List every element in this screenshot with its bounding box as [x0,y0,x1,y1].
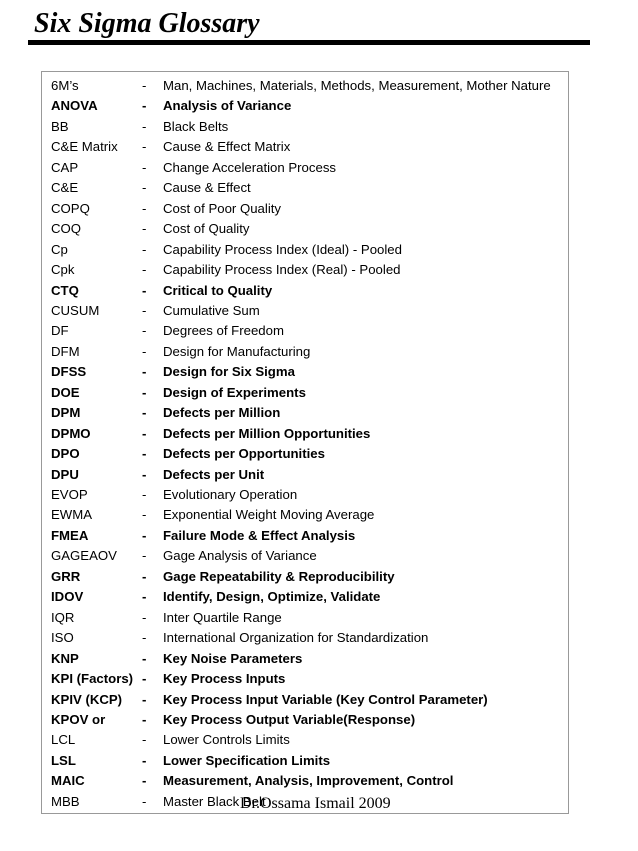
glossary-definition: Evolutionary Operation [163,487,298,502]
glossary-definition: Capability Process Index (Ideal) - Pooled [163,241,402,257]
glossary-separator: - [142,548,147,564]
glossary-separator: - [142,139,147,155]
glossary-separator: - [142,793,147,809]
glossary-separator: - [142,98,147,114]
glossary-abbreviation: DOE [51,384,80,400]
glossary-abbreviation: BB [51,118,69,134]
glossary-definition: Exponential Weight Moving Average [163,507,375,523]
glossary-separator: - [142,752,147,768]
glossary-definition: Defects per Unit [163,466,265,482]
glossary-abbreviation: ANOVA [51,98,98,114]
glossary-separator: - [142,159,147,175]
glossary-abbreviation: Cp [51,241,68,257]
glossary-abbreviation: EVOP [51,487,88,502]
glossary-abbreviation: IDOV [51,589,84,605]
glossary-definition: Identify, Design, Optimize, Validate [163,589,381,605]
glossary-abbreviation: ISO [51,630,74,646]
glossary-definition: Inter Quartile Range [163,609,282,625]
glossary-separator: - [142,221,147,237]
glossary-separator: - [142,773,147,789]
glossary-definition: Cause & Effect Matrix [163,139,291,155]
glossary-separator: - [142,200,147,216]
glossary-separator: - [142,650,147,666]
glossary-abbreviation: MBB [51,793,80,809]
glossary-definition: Lower Controls Limits [163,732,290,748]
glossary-definition: Capability Process Index (Real) - Pooled [163,262,401,278]
glossary-definition: Man, Machines, Materials, Methods, Measurement, Mother Nature [163,78,551,93]
glossary-abbreviation: KNP [51,650,79,666]
glossary-separator: - [142,466,147,482]
glossary-definition: Change Acceleration Process [163,159,337,175]
glossary-box [41,71,569,814]
glossary-definition: Cost of Poor Quality [163,200,282,216]
glossary-separator: - [142,527,147,543]
glossary-separator: - [142,568,147,584]
glossary-separator: - [142,262,147,278]
glossary-abbreviation: LCL [51,732,76,748]
glossary-definition: Master Black Belt [163,793,266,809]
glossary-abbreviation: KPIV (KCP) [51,691,123,707]
glossary-definition: Gage Repeatability & Reproducibility [163,568,395,584]
glossary-abbreviation: GRR [51,568,81,584]
glossary-definition: Failure Mode & Effect Analysis [163,527,356,543]
glossary-abbreviation: FMEA [51,527,89,543]
glossary-definition: Defects per Million [163,405,281,421]
glossary-separator: - [142,487,147,502]
glossary-abbreviation: DFSS [51,364,87,380]
glossary-separator: - [142,241,147,257]
glossary-definition: Analysis of Variance [163,98,292,114]
glossary-definition: Critical to Quality [163,282,273,298]
glossary-definition: Lower Specification Limits [163,752,331,768]
glossary-separator: - [142,732,147,748]
glossary-definition: Gage Analysis of Variance [163,548,317,564]
glossary-definition: Design for Manufacturing [163,343,311,359]
glossary-separator: - [142,180,147,196]
glossary-separator: - [142,507,147,523]
glossary-separator: - [142,405,147,421]
glossary-abbreviation: KPOV or [51,711,106,727]
glossary-abbreviation: COPQ [51,200,90,216]
glossary-definition: Defects per Million Opportunities [163,425,371,441]
glossary-definition: Measurement, Analysis, Improvement, Control [163,773,454,789]
glossary-definition: Cost of Quality [163,221,250,237]
glossary-definition: Key Process Inputs [163,671,286,687]
glossary-definition: International Organization for Standardization [163,630,429,646]
glossary-separator: - [142,364,147,380]
glossary-definition: Design of Experiments [163,384,306,400]
glossary-separator: - [142,630,147,646]
glossary-definition: Cause & Effect [163,180,251,196]
glossary-separator: - [142,384,147,400]
glossary-abbreviation: LSL [51,752,76,768]
glossary-separator: - [142,609,147,625]
glossary-abbreviation: Cpk [51,262,75,278]
glossary-separator: - [142,446,147,462]
glossary-abbreviation: GAGEAOV [51,548,117,564]
glossary-abbreviation: CTQ [51,282,79,298]
glossary-separator: - [142,589,147,605]
glossary-abbreviation: DF [51,323,69,339]
glossary-separator: - [142,711,147,727]
glossary-abbreviation: 6M’s [51,78,79,93]
glossary-abbreviation: MAIC [51,773,85,789]
glossary-separator: - [142,323,147,339]
glossary-abbreviation: C&E [51,180,79,196]
glossary-abbreviation: EWMA [51,507,93,523]
glossary-definition: Cumulative Sum [163,302,260,318]
glossary-definition: Key Noise Parameters [163,650,303,666]
glossary-separator: - [142,425,147,441]
footer-author: Dr.Ossama Ismail 2009 [240,795,391,812]
glossary-abbreviation: DPM [51,405,81,421]
glossary-definition: Design for Six Sigma [163,364,295,380]
glossary-abbreviation: CUSUM [51,302,100,318]
glossary-separator: - [142,302,147,318]
glossary-separator: - [142,671,147,687]
glossary-abbreviation: DPO [51,446,80,462]
glossary-definition: Black Belts [163,118,229,134]
glossary-abbreviation: IQR [51,609,75,625]
glossary-definition: Key Process Input Variable (Key Control Parameter) [163,691,488,707]
glossary-definition: Key Process Output Variable(Response) [163,711,416,727]
glossary-separator: - [142,691,147,707]
glossary-separator: - [142,343,147,359]
title-rule [28,40,590,45]
glossary-abbreviation: DPU [51,466,79,482]
glossary-abbreviation: KPI (Factors) [51,671,134,687]
glossary-separator: - [142,118,147,134]
glossary-separator: - [142,282,147,298]
glossary-definition: Degrees of Freedom [163,323,284,339]
page-title: Six Sigma Glossary [34,8,260,39]
glossary-definition: Defects per Opportunities [163,446,325,462]
glossary-abbreviation: DPMO [51,425,91,441]
glossary-separator: - [142,78,147,93]
glossary-abbreviation: COQ [51,221,82,237]
glossary-abbreviation: CAP [51,159,79,175]
glossary-abbreviation: C&E Matrix [51,139,118,155]
glossary-abbreviation: DFM [51,343,80,359]
